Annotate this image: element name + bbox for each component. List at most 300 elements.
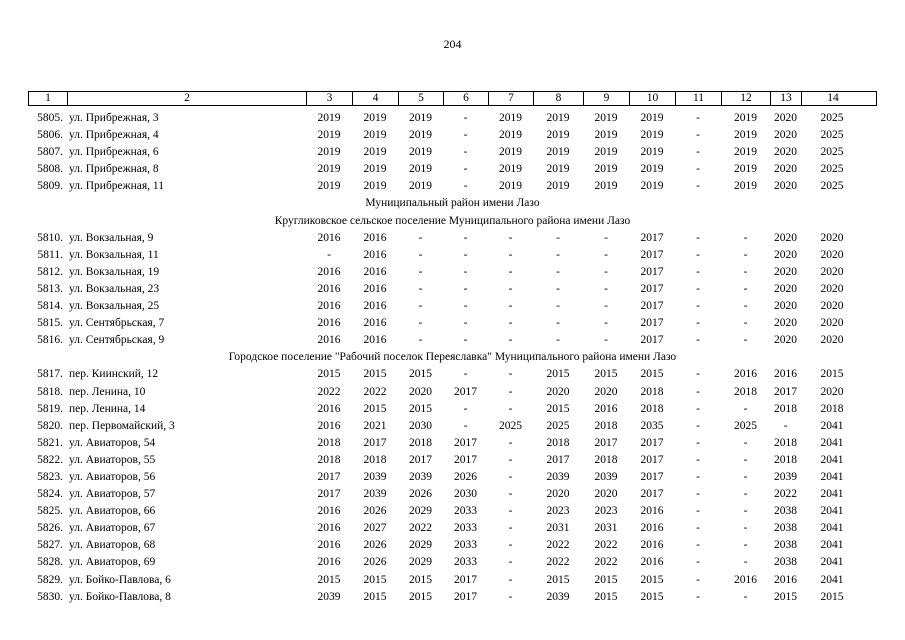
year-cell: - [463,282,468,295]
year-cell: - [463,317,468,330]
year-cell: 2025 [820,180,844,193]
year-cell: 2020 [409,385,432,398]
year-cell: - [508,248,513,261]
address-cell: ул. Прибрежная, 11 [69,180,164,193]
year-cell: 2018 [640,385,664,398]
year-cell: 2020 [774,334,797,347]
year-cell: 2030 [409,419,432,432]
row-number: 5818. [37,385,63,398]
column-header-9: 9 [584,92,630,105]
year-cell: 2018 [774,453,797,466]
row-number: 5812. [37,265,63,278]
year-cell: 2019 [594,163,618,176]
year-cell: 2016 [317,402,341,415]
year-cell: 2020 [820,265,844,278]
year-cell: - [696,436,700,449]
address-cell: ул. Вокзальная, 25 [69,300,160,313]
year-cell: - [463,300,468,313]
year-cell: 2017 [640,248,664,261]
row-number: 5817. [37,368,63,381]
year-cell: - [696,334,700,347]
section-heading: Муниципальный район имени Лазо [365,197,540,210]
year-cell: - [418,248,423,261]
year-cell: - [463,129,468,142]
row-number: 5807. [37,146,63,159]
year-cell: 2026 [454,470,477,483]
year-cell: 2018 [734,385,757,398]
column-header-3: 3 [307,92,353,105]
year-cell: - [696,180,700,193]
address-cell: пер. Ленина, 14 [69,402,146,415]
year-cell: 2038 [774,539,797,552]
year-cell: 2019 [409,129,432,142]
year-cell: 2019 [546,146,570,159]
year-cell: 2017 [454,573,477,586]
year-cell: 2035 [640,419,664,432]
year-cell: 2017 [640,334,664,347]
year-cell: 2022 [409,522,432,535]
year-cell: 2025 [820,163,844,176]
year-cell: 2017 [640,453,664,466]
year-cell: - [696,231,700,244]
row-number: 5810. [37,231,63,244]
year-cell: 2016 [317,419,341,432]
year-cell: - [743,539,748,552]
year-cell: - [696,488,700,501]
year-cell: 2018 [363,453,387,466]
year-cell: 2039 [774,470,797,483]
table-row [28,503,877,520]
year-cell: - [508,488,513,501]
year-cell: 2015 [820,368,844,381]
year-cell: 2019 [546,163,570,176]
year-cell: 2019 [499,163,522,176]
year-cell: 2016 [363,248,387,261]
year-cell: 2019 [594,146,618,159]
year-cell: 2022 [317,385,341,398]
year-cell: 2033 [454,505,477,518]
year-cell: 2019 [409,163,432,176]
year-cell: 2017 [317,488,341,501]
year-cell: 2016 [734,368,757,381]
year-cell: 2020 [594,385,618,398]
year-cell: 2017 [640,231,664,244]
year-cell: 2019 [317,112,341,124]
column-header-4: 4 [353,92,399,105]
row-number: 5811. [37,248,63,261]
year-cell: - [463,248,468,261]
address-cell: ул. Бойко-Павлова, 8 [69,590,171,603]
address-cell: ул. Вокзальная, 23 [69,282,160,295]
year-cell: 2015 [363,402,387,415]
section-heading: Кругликовское сельское поселение Муниципального района имени Лазо [274,214,631,227]
year-cell: - [556,334,560,347]
year-cell: - [696,590,700,603]
table-row [28,572,877,589]
year-cell: - [508,334,513,347]
table-row [28,247,877,264]
year-cell: 2041 [820,470,844,483]
year-cell: 2022 [363,385,387,398]
year-cell: - [418,231,423,244]
year-cell: 2017 [363,436,387,449]
year-cell: 2022 [594,539,618,552]
year-cell: 2019 [734,146,757,159]
year-cell: 2041 [820,453,844,466]
table-row [28,230,877,247]
year-cell: 2031 [594,522,618,535]
row-number: 5815. [37,317,63,330]
year-cell: 2019 [317,180,341,193]
year-cell: 2025 [820,146,844,159]
column-header-13: 13 [771,92,802,105]
row-number: 5827. [37,539,63,552]
year-cell: 2015 [546,402,570,415]
year-cell: 2020 [774,282,797,295]
year-cell: - [696,146,700,159]
year-cell: - [604,334,608,347]
year-cell: 2016 [317,231,341,244]
year-cell: 2016 [363,282,387,295]
year-cell: 2015 [546,573,570,586]
table-row [28,418,877,435]
year-cell: 2018 [594,453,618,466]
year-cell: - [696,402,700,415]
year-cell: 2041 [820,419,844,432]
year-cell: 2039 [363,470,387,483]
year-cell: 2019 [499,112,522,124]
year-cell: - [696,129,700,142]
year-cell: 2016 [734,573,757,586]
column-header-row [28,91,877,106]
row-number: 5829. [37,573,63,586]
table-row [28,384,877,401]
row-number: 5814. [37,300,63,313]
year-cell: 2015 [409,368,432,381]
year-cell: 2038 [774,522,797,535]
year-cell: 2016 [363,231,387,244]
year-cell: 2019 [317,163,341,176]
year-cell: 2017 [640,317,664,330]
year-cell: 2025 [499,419,522,432]
year-cell: - [696,573,700,586]
year-cell: - [508,385,513,398]
year-cell: 2015 [363,368,387,381]
year-cell: - [696,248,700,261]
year-cell: 2020 [820,300,844,313]
year-cell: 2020 [774,231,797,244]
year-cell: 2016 [774,368,797,381]
year-cell: 2019 [499,146,522,159]
year-cell: 2019 [640,112,664,124]
year-cell: 2020 [774,300,797,313]
year-cell: - [696,368,700,381]
year-cell: - [743,590,748,603]
year-cell: 2020 [546,488,570,501]
year-cell: - [696,522,700,535]
year-cell: - [604,231,608,244]
year-cell: 2038 [774,556,797,569]
year-cell: 2022 [546,539,570,552]
year-cell: 2017 [640,282,664,295]
year-cell: 2041 [820,573,844,586]
year-cell: 2019 [499,180,522,193]
year-cell: 2019 [499,129,522,142]
year-cell: - [783,419,788,432]
row-number: 5813. [37,282,63,295]
year-cell: - [508,436,513,449]
table-row [28,366,877,383]
year-cell: 2019 [640,180,664,193]
column-header-7: 7 [489,92,534,105]
year-cell: 2018 [774,402,797,415]
year-cell: - [508,300,513,313]
section-heading: Городское поселение "Рабочий поселок Переяславка" Муниципального района имени Лазо [228,351,677,364]
year-cell: - [418,334,423,347]
year-cell: 2039 [363,488,387,501]
year-cell: 2016 [594,402,618,415]
column-header-5: 5 [399,92,444,105]
row-number: 5825. [37,505,63,518]
year-cell: 2020 [774,317,797,330]
year-cell: - [696,300,700,313]
year-cell: 2015 [546,368,570,381]
address-cell: ул. Прибрежная, 4 [69,129,159,142]
year-cell: 2017 [454,590,477,603]
year-cell: - [508,556,513,569]
year-cell: - [508,231,513,244]
year-cell: 2017 [409,453,432,466]
year-cell: 2016 [317,317,341,330]
address-cell: ул. Авиаторов, 66 [69,505,156,518]
year-cell: 2016 [363,334,387,347]
year-cell: 2015 [594,573,618,586]
year-cell: - [743,300,748,313]
year-cell: 2023 [546,505,570,518]
year-cell: 2015 [409,573,432,586]
row-number: 5820. [37,419,63,432]
year-cell: 2033 [454,539,477,552]
year-cell: - [743,317,748,330]
year-cell: 2019 [409,112,432,124]
year-cell: 2020 [774,163,797,176]
year-cell: 2020 [820,385,844,398]
year-cell: - [696,470,700,483]
table-row [28,110,877,127]
year-cell: 2017 [640,265,664,278]
year-cell: 2019 [640,163,664,176]
year-cell: - [508,522,513,535]
year-cell: 2019 [363,180,387,193]
address-cell: ул. Вокзальная, 9 [69,231,154,244]
year-cell: 2022 [546,556,570,569]
year-cell: 2038 [774,505,797,518]
year-cell: 2015 [640,590,664,603]
year-cell: 2015 [820,590,844,603]
year-cell: 2029 [409,505,432,518]
row-number: 5828. [37,556,63,569]
year-cell: 2016 [317,282,341,295]
year-cell: 2041 [820,556,844,569]
year-cell: - [463,180,468,193]
year-cell: - [508,265,513,278]
year-cell: 2015 [409,590,432,603]
address-cell: ул. Вокзальная, 11 [69,248,159,261]
row-number: 5806. [37,129,63,142]
year-cell: 2039 [546,470,570,483]
page-number: 204 [443,37,462,51]
year-cell: - [327,248,331,261]
year-cell: 2020 [820,248,844,261]
row-number: 5816. [37,334,63,347]
year-cell: - [696,539,700,552]
year-cell: - [743,488,748,501]
year-cell: 2018 [820,402,844,415]
year-cell: 2020 [774,248,797,261]
year-cell: 2017 [454,436,477,449]
year-cell: 2016 [640,522,664,535]
year-cell: - [508,453,513,466]
year-cell: 2016 [317,539,341,552]
row-number: 5826. [37,522,63,535]
table-row [28,589,877,606]
year-cell: 2019 [546,180,570,193]
address-cell: пер. Ленина, 10 [69,385,146,398]
address-cell: ул. Сентябрьская, 9 [69,334,165,347]
address-cell: ул. Авиаторов, 57 [69,488,156,501]
table-row [28,281,877,298]
address-cell: ул. Авиаторов, 68 [69,539,156,552]
year-cell: 2039 [317,590,341,603]
year-cell: 2020 [774,112,797,124]
year-cell: 2017 [546,453,570,466]
year-cell: 2041 [820,539,844,552]
year-cell: 2019 [409,180,432,193]
column-header-6: 6 [444,92,489,105]
table-row [28,161,877,178]
year-cell: 2026 [363,556,387,569]
year-cell: 2017 [594,436,618,449]
year-cell: 2016 [317,300,341,313]
year-cell: - [463,368,468,381]
year-cell: - [696,385,700,398]
year-cell: 2025 [820,112,844,124]
year-cell: - [743,522,748,535]
year-cell: 2041 [820,488,844,501]
year-cell: 2016 [317,556,341,569]
year-cell: 2026 [363,505,387,518]
year-cell: 2018 [409,436,432,449]
address-cell: ул. Авиаторов, 54 [69,436,156,449]
year-cell: 2017 [640,470,664,483]
year-cell: 2041 [820,522,844,535]
year-cell: - [508,470,513,483]
year-cell: - [463,419,468,432]
year-cell: - [743,231,748,244]
year-cell: - [743,402,748,415]
year-cell: 2019 [734,129,757,142]
table-row [28,332,877,349]
year-cell: 2029 [409,556,432,569]
year-cell: 2041 [820,436,844,449]
year-cell: - [696,556,700,569]
year-cell: - [743,453,748,466]
year-cell: - [508,573,513,586]
row-number: 5808. [37,163,63,176]
year-cell: 2019 [594,112,618,124]
year-cell: - [508,402,513,415]
year-cell: 2018 [546,436,570,449]
year-cell: 2019 [363,146,387,159]
year-cell: 2015 [774,590,797,603]
table-row [28,401,877,418]
table-row [28,144,877,161]
table-row [28,178,877,195]
year-cell: 2017 [454,385,477,398]
year-cell: - [556,248,560,261]
address-cell: ул. Вокзальная, 19 [69,265,160,278]
year-cell: 2019 [363,163,387,176]
year-cell: 2019 [317,146,341,159]
year-cell: 2016 [317,522,341,535]
year-cell: - [508,505,513,518]
year-cell: - [696,317,700,330]
year-cell: - [743,265,748,278]
year-cell: - [508,317,513,330]
year-cell: 2019 [363,112,387,124]
year-cell: 2015 [640,368,664,381]
address-cell: пер. Первомайский, 3 [69,419,175,432]
year-cell: - [556,317,560,330]
row-number: 5809. [37,180,63,193]
year-cell: 2015 [317,368,341,381]
year-cell: 2018 [640,402,664,415]
year-cell: 2016 [317,505,341,518]
year-cell: 2017 [640,300,664,313]
year-cell: 2019 [734,112,757,124]
year-cell: 2039 [546,590,570,603]
row-number: 5822. [37,453,63,466]
column-header-10: 10 [630,92,676,105]
year-cell: - [556,300,560,313]
year-cell: 2016 [363,265,387,278]
year-cell: 2020 [774,265,797,278]
table-row [28,315,877,332]
row-number: 5821. [37,436,63,449]
address-cell: ул. Авиаторов, 67 [69,522,156,535]
year-cell: - [743,470,748,483]
year-cell: - [743,436,748,449]
table-row [28,469,877,486]
year-cell: - [556,231,560,244]
year-cell: - [604,265,608,278]
address-cell: ул. Сентябрьская, 7 [69,317,165,330]
year-cell: 2016 [363,300,387,313]
year-cell: 2017 [454,453,477,466]
year-cell: 2019 [594,129,618,142]
year-cell: 2015 [640,573,664,586]
year-cell: - [743,282,748,295]
year-cell: 2020 [820,334,844,347]
year-cell: 2016 [774,573,797,586]
year-cell: - [743,556,748,569]
address-cell: ул. Прибрежная, 6 [69,146,159,159]
table-row [28,435,877,452]
year-cell: - [418,317,423,330]
year-cell: 2019 [546,129,570,142]
year-cell: - [696,505,700,518]
year-cell: 2039 [409,470,432,483]
